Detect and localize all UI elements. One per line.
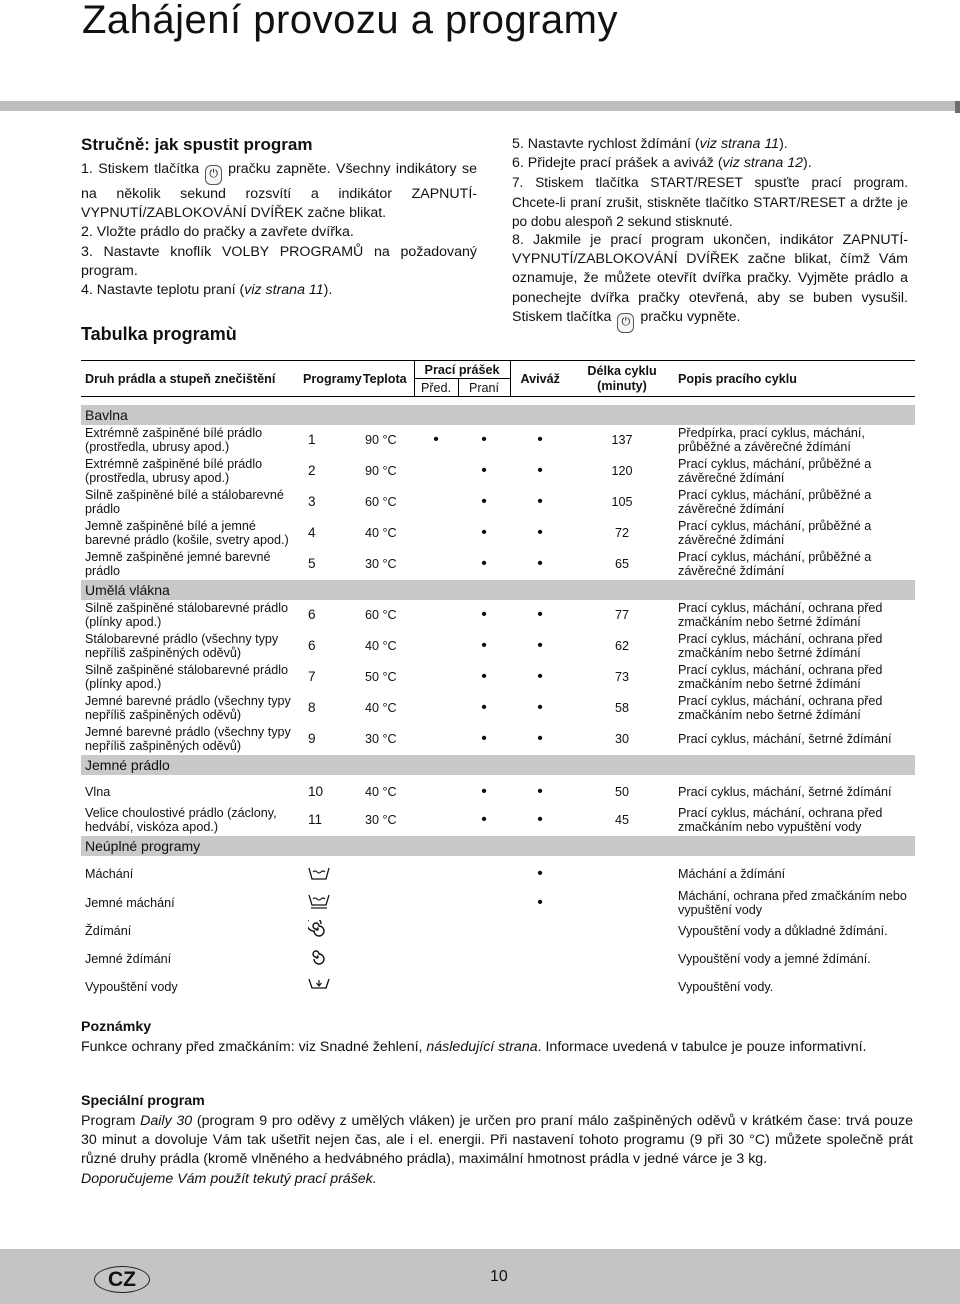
step-1-text-b: pračku zapněte. Všechny indikátory se na několik sekund rozsvítí a indikátor ZAPNUTÍ-VYPNUTÍ/ZABLOKOVÁNÍ DVÍŘEK začne blikat. xyxy=(81,161,477,222)
cell-teplota xyxy=(356,889,414,917)
cell-delka: 30 xyxy=(615,731,630,746)
step-4-ref: viz strana 11 xyxy=(244,282,324,299)
cell-prani xyxy=(458,860,510,889)
cell-popis: Vypouštění vody a důkladné ždímání. xyxy=(678,923,888,938)
rinse-icon xyxy=(308,866,330,883)
cell-avivaz: • xyxy=(537,729,543,747)
category-row xyxy=(81,755,915,775)
cell-druh: Vypouštění vody xyxy=(85,979,178,994)
cell-teplota: 90 °C xyxy=(365,432,397,447)
cell-avivaz: • xyxy=(537,698,543,716)
step-4-text-a: 4. Nastavte teplotu praní ( xyxy=(81,282,245,299)
cell-druh: Vlna xyxy=(85,784,111,799)
cell-program xyxy=(299,889,356,917)
cell-delka: 72 xyxy=(615,525,630,540)
cell-popis: Prací cyklus, máchání, ochrana před zmačkáním nebo šetrné ždímání xyxy=(678,631,883,660)
header-divider-cap xyxy=(955,101,960,113)
cell-prani: • xyxy=(481,636,487,654)
cell-prani: • xyxy=(481,698,487,716)
cell-delka: 62 xyxy=(615,638,630,653)
drain-icon xyxy=(308,977,330,996)
cell-pred xyxy=(414,600,458,631)
cell-prani xyxy=(458,917,510,945)
cell-druh: Máchání xyxy=(85,867,134,881)
category-row xyxy=(81,836,915,856)
step-4-text-c: ). xyxy=(323,282,333,299)
step-8 xyxy=(512,231,908,333)
cell-prani: • xyxy=(481,523,487,541)
cell-program: 10 xyxy=(308,784,324,799)
cell-avivaz: • xyxy=(537,554,543,572)
cell-avivaz xyxy=(510,945,570,973)
cell-prani: • xyxy=(481,430,487,448)
cell-pred: • xyxy=(433,430,439,448)
cell-avivaz: • xyxy=(537,605,543,623)
notes-heading: Poznámky xyxy=(81,1019,152,1035)
cell-delka: 65 xyxy=(615,556,630,571)
header-teplota: Teplota xyxy=(356,361,414,397)
step-5 xyxy=(512,135,908,154)
step-6-ref: viz strana 12 xyxy=(722,155,803,172)
table-row xyxy=(81,518,915,549)
power-icon: ⏻ xyxy=(205,165,222,185)
cell-delka: 77 xyxy=(615,607,630,622)
category-jemne: Jemné prádlo xyxy=(81,755,915,775)
cell-popis: Prací cyklus, máchání, šetrné ždímání xyxy=(678,731,892,746)
cell-teplota: 40 °C xyxy=(365,784,397,799)
table-row xyxy=(81,724,915,755)
cell-popis: Prací cyklus, máchání, ochrana před zmačkáním nebo šetrné ždímání xyxy=(678,693,883,722)
cell-avivaz xyxy=(510,917,570,945)
cell-avivaz xyxy=(510,973,570,1001)
page-number: 10 xyxy=(490,1268,508,1285)
cell-program: 8 xyxy=(308,699,316,715)
table-row xyxy=(81,973,915,1001)
header-prani: Praní xyxy=(458,379,510,397)
cell-teplota: 30 °C xyxy=(365,812,397,827)
cell-pred xyxy=(414,662,458,693)
cell-druh: Silně zašpiněné stálobarevné prádlo (plínky apod.) xyxy=(85,600,289,629)
cell-druh: Jemné ždímání xyxy=(85,951,172,966)
header-praci-prasek: Prací prášek xyxy=(414,361,510,379)
cell-prani: • xyxy=(481,554,487,572)
cell-prani xyxy=(458,889,510,917)
cell-delka: 45 xyxy=(615,812,630,827)
table-row xyxy=(81,600,915,631)
cell-program: 5 xyxy=(308,555,316,571)
header-divider-bar xyxy=(0,101,960,111)
notes-text-c: . Informace uvedená v tabulce je pouze informativní. xyxy=(537,1039,867,1055)
cell-druh: Velice choulostivé prádlo (záclony, hedvábí, viskóza apod.) xyxy=(85,805,277,834)
step-5-ref: viz strana 11 xyxy=(699,136,780,152)
cell-delka xyxy=(570,889,674,917)
cell-delka: 120 xyxy=(611,463,633,478)
table-row xyxy=(81,693,915,724)
step-1-text-a: 1. Stiskem tlačítka xyxy=(81,161,200,177)
notes-link: následující strana xyxy=(426,1039,538,1055)
table-row xyxy=(81,889,915,917)
step-6 xyxy=(512,154,908,173)
table-row xyxy=(81,425,915,456)
cell-pred xyxy=(414,889,458,917)
cell-program xyxy=(299,945,356,973)
step-6-text-a: 6. Přidejte prací prášek a aviváž ( xyxy=(512,155,723,172)
cell-prani: • xyxy=(481,605,487,623)
special-recommendation: Doporučujeme Vám použít tekutý prací prášek. xyxy=(81,1170,377,1187)
cell-pred xyxy=(414,693,458,724)
cell-teplota xyxy=(356,945,414,973)
special-text-c: (program 9 pro oděvy z umělých vláken) je určen pro praní málo zašpiněných oděvů v krátkém čase: trvá pouze 30 minut a dovoluje Vám tak ušetřit nejen čas, ale i el. energii. Při nastavení tohoto programu (9 při 30 °C) můžete společně prát různé druhy prádla (kromě vlněného a hedvábného prádla), maximální hmotnost prádla v jedné várce je 3 kg. xyxy=(81,1113,914,1168)
cell-avivaz: • xyxy=(537,667,543,685)
cell-popis: Prací cyklus, máchání, ochrana před zmačkáním nebo šetrné ždímání xyxy=(678,662,883,691)
cell-teplota: 30 °C xyxy=(365,556,397,571)
cell-avivaz: • xyxy=(537,430,543,448)
cell-teplota xyxy=(356,860,414,889)
cell-delka: 137 xyxy=(611,432,633,447)
cell-teplota: 50 °C xyxy=(365,669,397,684)
cell-program: 1 xyxy=(308,431,316,447)
spin-icon xyxy=(308,920,326,941)
category-row xyxy=(81,580,915,600)
cell-program xyxy=(299,973,356,1001)
cell-druh: Silně zašpiněné bílé a stálobarevné prádlo xyxy=(85,487,284,516)
cell-popis: Prací cyklus, máchání, průběžné a závěrečné ždímání xyxy=(678,549,872,578)
cell-popis: Předpírka, prací cyklus, máchání, průběžné a závěrečné ždímání xyxy=(678,425,865,454)
gentle-spin-icon xyxy=(308,948,326,969)
notes-text-a: Funkce ochrany před zmačkáním: viz Snadné žehlení, xyxy=(81,1039,427,1055)
cell-druh: Extrémně zašpiněné bílé prádlo (prostředla, ubrusy apod.) xyxy=(85,456,263,485)
cell-delka: 58 xyxy=(615,700,630,715)
cell-teplota: 60 °C xyxy=(365,607,397,622)
header-programy: Programy xyxy=(299,361,356,397)
page-title: Zahájení provozu a programy xyxy=(82,0,618,42)
table-header-row xyxy=(81,361,915,379)
table-row xyxy=(81,662,915,693)
cell-prani: • xyxy=(481,810,487,828)
cell-prani xyxy=(458,973,510,1001)
table-row xyxy=(81,917,915,945)
cell-program xyxy=(299,860,356,889)
step-5-text-c: ). xyxy=(779,136,788,152)
cell-prani xyxy=(458,945,510,973)
header-popis: Popis pracího cyklu xyxy=(674,361,915,397)
cell-prani: • xyxy=(481,729,487,747)
cell-teplota: 30 °C xyxy=(365,731,397,746)
power-icon: ⏻ xyxy=(617,313,634,333)
cell-pred xyxy=(414,549,458,580)
cell-popis: Prací cyklus, máchání, ochrana před zmačkáním nebo vypuštění vody xyxy=(678,805,883,834)
table-heading: Tabulka programù xyxy=(81,324,237,344)
cell-druh: Silně zašpiněné stálobarevné prádlo (plínky apod.) xyxy=(85,662,289,691)
special-text-a: Program xyxy=(81,1113,141,1129)
cell-delka: 73 xyxy=(615,669,630,684)
cell-delka xyxy=(570,945,674,973)
category-umela: Umělá vlákna xyxy=(81,580,915,600)
cell-program: 4 xyxy=(308,524,316,540)
cell-pred xyxy=(414,917,458,945)
cell-delka xyxy=(570,860,674,889)
category-bavlna: Bavlna xyxy=(81,405,915,425)
program-table-body xyxy=(81,397,915,1001)
cell-pred xyxy=(414,805,458,836)
table-row xyxy=(81,945,915,973)
cell-teplota: 40 °C xyxy=(365,525,397,540)
cell-pred xyxy=(414,631,458,662)
cell-program: 7 xyxy=(308,668,316,684)
category-neuplne: Neúplné programy xyxy=(81,836,915,856)
step-3: 3. Nastavte knoflík VOLBY PROGRAMŮ na požadovaný program. xyxy=(81,243,477,279)
header-druh: Druh prádla a stupeň znečištění xyxy=(81,361,299,397)
cell-avivaz: • xyxy=(537,865,543,882)
cell-popis: Prací cyklus, máchání, ochrana před zmačkáním nebo šetrné ždímání xyxy=(678,600,883,629)
cell-druh: Jemně zašpiněné jemné barevné prádlo xyxy=(85,549,271,578)
cell-popis: Prací cyklus, máchání, průběžné a závěrečné ždímání xyxy=(678,518,872,547)
cell-druh: Jemné máchání xyxy=(85,895,175,910)
header-pred: Před. xyxy=(414,379,458,397)
cell-druh: Extrémně zašpiněné bílé prádlo (prostředla, ubrusy apod.) xyxy=(85,425,263,454)
step-7: 7. Stiskem tlačítka START/RESET spusťte prací program. Chcete-li praní zrušit, stiskněte tlačítko START/RESET a držte je po dobu alespoň 2 sekund stisknuté. xyxy=(512,175,908,229)
cell-avivaz: • xyxy=(537,810,543,828)
cell-program xyxy=(299,917,356,945)
table-row xyxy=(81,487,915,518)
program-table xyxy=(81,360,915,1001)
cell-druh: Ždímání xyxy=(85,923,132,938)
intro-heading: Stručně: jak spustit program xyxy=(81,135,313,154)
cell-avivaz: • xyxy=(537,782,543,800)
step-6-text-c: ). xyxy=(802,155,812,172)
cell-pred xyxy=(414,779,458,805)
cell-prani: • xyxy=(481,667,487,685)
cell-druh: Jemně zašpiněné bílé a jemné barevné prádlo (košile, svetry apod.) xyxy=(85,518,289,547)
cell-prani: • xyxy=(481,461,487,479)
cell-program: 6 xyxy=(308,606,316,622)
cell-popis: Máchání, ochrana před zmačkáním nebo vypuštění vody xyxy=(678,888,907,917)
notes-text xyxy=(81,1038,873,1057)
cell-program: 6 xyxy=(308,637,316,653)
cell-popis: Vypouštění vody a jemné ždímání. xyxy=(678,951,871,966)
cell-teplota: 40 °C xyxy=(365,638,397,653)
intro-steps-right xyxy=(512,135,908,333)
header-avivaz: Aviváž xyxy=(510,361,570,397)
cell-teplota: 40 °C xyxy=(365,700,397,715)
cell-popis: Vypouštění vody. xyxy=(678,979,774,994)
step-1 xyxy=(81,160,477,223)
cell-program: 2 xyxy=(308,462,316,478)
table-row xyxy=(81,549,915,580)
cell-pred xyxy=(414,518,458,549)
cell-druh: Stálobarevné prádlo (všechny typy nepříliš zašpiněných oděvů) xyxy=(85,631,279,660)
cell-pred xyxy=(414,456,458,487)
header-delka: Délka cyklu (minuty) xyxy=(570,361,674,397)
step-2: 2. Vložte prádlo do pračky a zavřete dvířka. xyxy=(81,224,354,241)
gentle-rinse-icon xyxy=(308,893,330,912)
cell-popis: Prací cyklus, máchání, průběžné a závěrečné ždímání xyxy=(678,456,872,485)
cell-delka: 50 xyxy=(615,784,630,799)
cell-pred xyxy=(414,945,458,973)
table-row xyxy=(81,631,915,662)
table-row xyxy=(81,779,915,805)
cell-teplota: 60 °C xyxy=(365,494,397,509)
cell-prani: • xyxy=(481,782,487,800)
table-row xyxy=(81,456,915,487)
cell-pred xyxy=(414,860,458,889)
special-text xyxy=(81,1112,913,1189)
cell-delka: 105 xyxy=(611,494,633,509)
special-heading: Speciální program xyxy=(81,1093,205,1109)
country-badge: CZ xyxy=(94,1266,150,1293)
cell-program: 11 xyxy=(308,811,323,827)
cell-program: 9 xyxy=(308,730,316,746)
table-row xyxy=(81,805,915,836)
cell-druh: Jemné barevné prádlo (všechny typy nepříliš zašpiněných oděvů) xyxy=(85,724,291,753)
cell-popis: Máchání a ždímání xyxy=(678,867,786,881)
cell-popis: Prací cyklus, máchání, šetrné ždímání xyxy=(678,784,892,799)
step-4 xyxy=(81,281,477,300)
cell-teplota: 90 °C xyxy=(365,463,397,478)
table-row xyxy=(81,860,915,889)
cell-pred xyxy=(414,724,458,755)
cell-delka xyxy=(570,973,674,1001)
cell-avivaz: • xyxy=(537,461,543,479)
cell-prani: • xyxy=(481,492,487,510)
cell-avivaz: • xyxy=(537,893,543,911)
step-8-text-b: pračku vypněte. xyxy=(640,308,741,325)
intro-steps-left xyxy=(81,160,477,300)
cell-teplota xyxy=(356,917,414,945)
category-row xyxy=(81,405,915,425)
special-program-name: Daily 30 xyxy=(140,1113,193,1129)
step-5-text-a: 5. Nastavte rychlost ždímání ( xyxy=(512,136,700,152)
cell-avivaz: • xyxy=(537,636,543,654)
cell-pred xyxy=(414,973,458,1001)
cell-avivaz: • xyxy=(537,523,543,541)
cell-avivaz: • xyxy=(537,492,543,510)
cell-pred xyxy=(414,487,458,518)
cell-popis: Prací cyklus, máchání, průběžné a závěrečné ždímání xyxy=(678,487,872,516)
cell-teplota xyxy=(356,973,414,1001)
cell-delka xyxy=(570,917,674,945)
cell-program: 3 xyxy=(308,493,316,509)
step-8-text-a: 8. Jakmile je prací program ukončen, indikátor ZAPNUTÍ-VYPNUTÍ/ZABLOKOVÁNÍ DVÍŘEK začne blikat, čímž Vám oznamuje, že můžete otevřít dvířka pračky. Vyjměte prádlo a ponechejte dvířka pračky otevřená, aby se buben vysušil. Stiskem tlačítka xyxy=(512,232,908,325)
cell-druh: Jemné barevné prádlo (všechny typy nepříliš zašpiněných oděvů) xyxy=(85,693,291,722)
